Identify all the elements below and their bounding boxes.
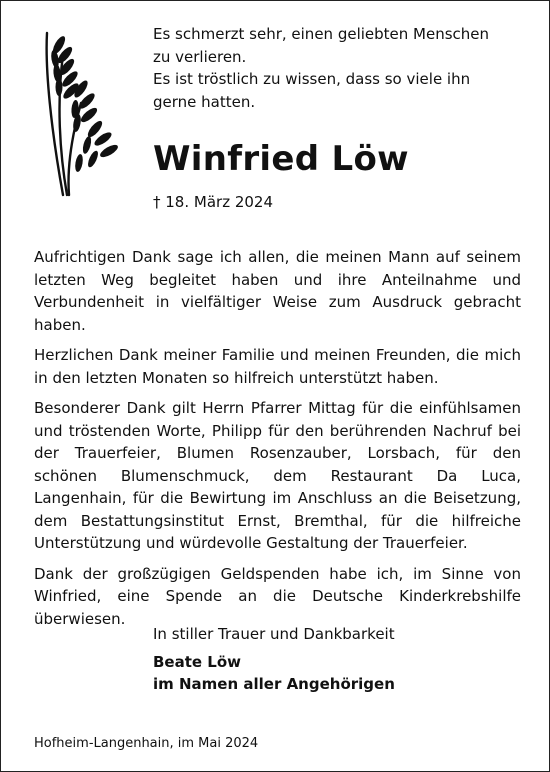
place-date: Hofheim-Langenhain, im Mai 2024 [34, 736, 259, 751]
closing-phrase: In stiller Trauer und Dankbarkeit [153, 625, 395, 643]
signer-name: Beate Löw [153, 653, 242, 671]
paragraph: Aufrichtigen Dank sage ich allen, die meinen Mann auf seinem letzten Weg begleitet haben und ihre Anteilnahme und Verbundenheit in vielfältiger Weise zum Ausdruck gebracht haben. [34, 248, 521, 334]
wheat-ears-icon [37, 29, 127, 197]
thank-you-text [34, 246, 521, 638]
paragraph: Besonderer Dank gilt Herrn Pfarrer Mittag für die einfühlsamen und tröstenden Worte, Philipp für den berührenden Nachruf bei der Trauerfeier, Blumen Rosenzauber, Lorsbach, für den schönen Blumenschmuck, dem Restaurant Da Luca, Langenhain, für die Bewirtung im Anschluss an die Beisetzung, dem Bestattungsinstitut Ernst, Bremthal, für die hilfreiche Unterstützung und würdevolle Gestaltung der Trauerfeier. [34, 399, 521, 552]
deceased-name: Winfried Löw [153, 139, 409, 179]
intro-line: zu verlieren. [153, 47, 247, 66]
intro-verse [153, 23, 523, 113]
signers [153, 651, 395, 695]
signer-note: im Namen aller Angehörigen [153, 675, 395, 693]
intro-line: Es ist tröstlich zu wissen, dass so viele ihn [153, 70, 471, 88]
intro-line: Es schmerzt sehr, einen geliebten Menschen [153, 25, 490, 43]
death-date: † 18. März 2024 [153, 193, 274, 211]
paragraph: Herzlichen Dank meiner Familie und meinen Freunden, die mich in den letzten Monaten so hilfreich unterstützt haben. [34, 346, 521, 387]
intro-line: gerne hatten. [153, 92, 256, 111]
paragraph: Dank der großzügigen Geldspenden habe ich, im Sinne von Winfried, eine Spende an die Deutsche Kinderkrebshilfe überwiesen. [34, 564, 521, 628]
